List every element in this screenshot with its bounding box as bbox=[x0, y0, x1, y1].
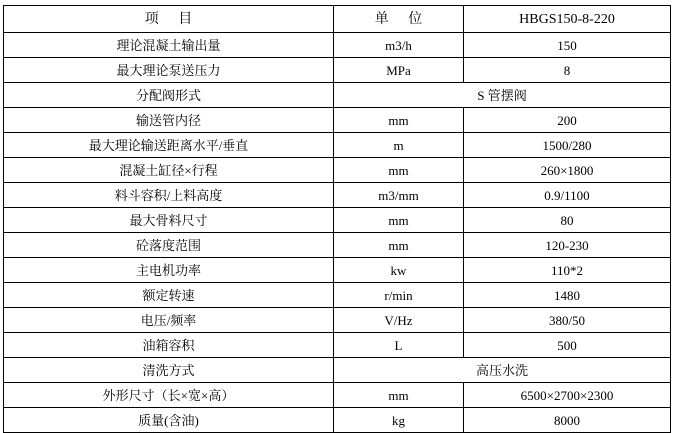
row-unit: kw bbox=[334, 258, 464, 283]
row-item-name: 分配阀形式 bbox=[4, 83, 334, 108]
row-unit: MPa bbox=[334, 58, 464, 83]
row-item-name: 最大理论泵送压力 bbox=[4, 58, 334, 83]
specification-table bbox=[3, 5, 671, 433]
row-item-name: 质量(含油) bbox=[4, 408, 334, 433]
table-row bbox=[4, 258, 671, 283]
row-value: 80 bbox=[464, 208, 671, 233]
row-value: 1480 bbox=[464, 283, 671, 308]
table-row bbox=[4, 408, 671, 433]
row-unit: mm bbox=[334, 108, 464, 133]
table-row bbox=[4, 233, 671, 258]
table-row bbox=[4, 383, 671, 408]
row-value: 260×1800 bbox=[464, 158, 671, 183]
row-item-name: 理论混凝土输出量 bbox=[4, 33, 334, 58]
row-item-name: 最大理论输送距离水平/垂直 bbox=[4, 133, 334, 158]
row-unit: m3/mm bbox=[334, 183, 464, 208]
row-value: 8 bbox=[464, 58, 671, 83]
row-unit: kg bbox=[334, 408, 464, 433]
row-value: 110*2 bbox=[464, 258, 671, 283]
column-header-item-label: 项 目 bbox=[144, 11, 201, 27]
table-row bbox=[4, 333, 671, 358]
row-item-name: 输送管内径 bbox=[4, 108, 334, 133]
table-row bbox=[4, 283, 671, 308]
column-header-model bbox=[464, 6, 671, 33]
table-row bbox=[4, 308, 671, 333]
table-row bbox=[4, 358, 671, 383]
column-header-unit-label: 单 位 bbox=[374, 11, 431, 27]
table-row bbox=[4, 58, 671, 83]
row-item-name: 砼落度范围 bbox=[4, 233, 334, 258]
row-item-name: 混凝土缸径×行程 bbox=[4, 158, 334, 183]
row-item-name: 电压/频率 bbox=[4, 308, 334, 333]
row-unit: V/Hz bbox=[334, 308, 464, 333]
row-value: 380/50 bbox=[464, 308, 671, 333]
table-row bbox=[4, 83, 671, 108]
row-value: 6500×2700×2300 bbox=[464, 383, 671, 408]
row-unit: r/min bbox=[334, 283, 464, 308]
row-item-name: 油箱容积 bbox=[4, 333, 334, 358]
row-value-merged: S 管摆阀 bbox=[334, 83, 671, 108]
column-header-item bbox=[4, 6, 334, 33]
row-value: 120-230 bbox=[464, 233, 671, 258]
column-header-unit bbox=[334, 6, 464, 33]
row-value: 500 bbox=[464, 333, 671, 358]
table-row bbox=[4, 33, 671, 58]
table-row bbox=[4, 158, 671, 183]
row-value-merged: 高压水洗 bbox=[334, 358, 671, 383]
row-item-name: 主电机功率 bbox=[4, 258, 334, 283]
table-row bbox=[4, 183, 671, 208]
table-header-row bbox=[4, 6, 671, 33]
row-unit: m3/h bbox=[334, 33, 464, 58]
row-unit: mm bbox=[334, 383, 464, 408]
table-row bbox=[4, 208, 671, 233]
row-value: 1500/280 bbox=[464, 133, 671, 158]
table-row bbox=[4, 133, 671, 158]
row-item-name: 额定转速 bbox=[4, 283, 334, 308]
row-item-name: 最大骨料尺寸 bbox=[4, 208, 334, 233]
row-item-name: 外形尺寸（长×宽×高） bbox=[4, 383, 334, 408]
row-value: 150 bbox=[464, 33, 671, 58]
row-item-name: 清洗方式 bbox=[4, 358, 334, 383]
row-unit: mm bbox=[334, 158, 464, 183]
row-value: 8000 bbox=[464, 408, 671, 433]
row-unit: mm bbox=[334, 208, 464, 233]
column-header-model-label: HBGS150-8-220 bbox=[519, 11, 615, 27]
table-row bbox=[4, 108, 671, 133]
row-unit: m bbox=[334, 133, 464, 158]
row-unit: mm bbox=[334, 233, 464, 258]
row-unit: L bbox=[334, 333, 464, 358]
row-item-name: 料斗容积/上料高度 bbox=[4, 183, 334, 208]
row-value: 200 bbox=[464, 108, 671, 133]
row-value: 0.9/1100 bbox=[464, 183, 671, 208]
